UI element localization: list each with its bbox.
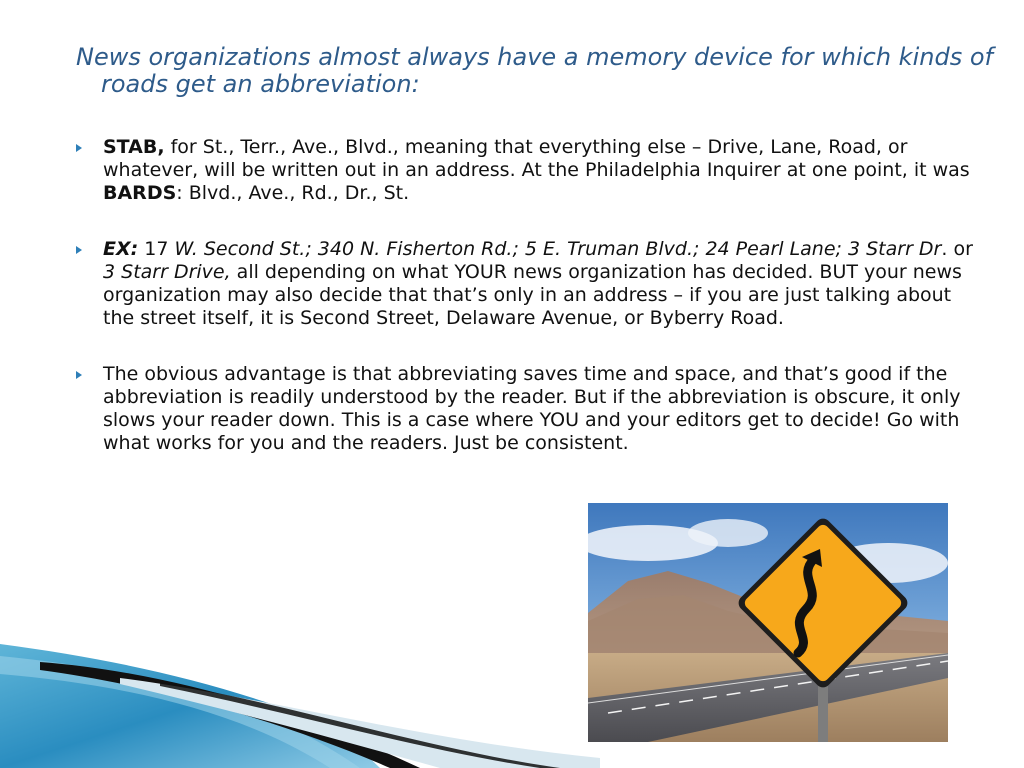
bullet-item-example	[76, 238, 976, 330]
bullet-text	[103, 238, 973, 329]
slide-title: News organizations almost always have a memory device for which kinds of roads get an abbreviation:	[76, 43, 993, 98]
bullet-arrow-icon	[76, 371, 82, 379]
bullet-text	[103, 363, 960, 454]
decorative-swoosh	[0, 600, 600, 768]
bullet-text-part: BARDS	[103, 182, 177, 204]
bullet-item-advantage	[76, 363, 976, 455]
bullet-text-part: 17	[138, 238, 175, 260]
bullet-arrow-icon	[76, 246, 82, 254]
bullet-arrow-icon	[76, 144, 82, 152]
bullet-text	[103, 136, 970, 204]
bullet-text-part: . or	[941, 238, 973, 260]
road-sign-illustration	[588, 503, 948, 742]
bullet-text-part: for St., Terr., Ave., Blvd., meaning that everything else – Drive, Lane, Road, or whatever, will be written out in an address. At the Philadelphia Inquirer at one point, it was	[103, 136, 970, 181]
bullet-text-part: STAB,	[103, 136, 165, 158]
bullet-text-part: W. Second St.; 340 N. Fisherton Rd.; 5 E. Truman Blvd.; 24 Pearl Lane; 3 Starr Dr	[174, 238, 942, 260]
bullet-text-part: all depending on what YOUR news organization has decided. BUT your news organization may also decide that that’s only in an address – if you are just talking about the street itself, it is Second Street, Delaware Avenue, or Byberry Road.	[103, 261, 962, 329]
bullet-text-part: : Blvd., Ave., Rd., Dr., St.	[176, 182, 410, 204]
bullet-text-part: The obvious advantage is that abbreviating saves time and space, and that’s good if the abbreviation is readily understood by the reader. But if the abbreviation is obscure, it only slows your reader down. This is a case where YOU and your editors get to decide! Go with what works for you and the readers. Just be consistent.	[103, 363, 961, 454]
bullet-text-part: 3 Starr Drive,	[103, 261, 231, 283]
winding-road-sign-photo	[588, 503, 948, 742]
bullet-item-stab	[76, 136, 976, 205]
bullet-list	[76, 136, 976, 488]
bullet-text-part: EX:	[103, 238, 139, 260]
